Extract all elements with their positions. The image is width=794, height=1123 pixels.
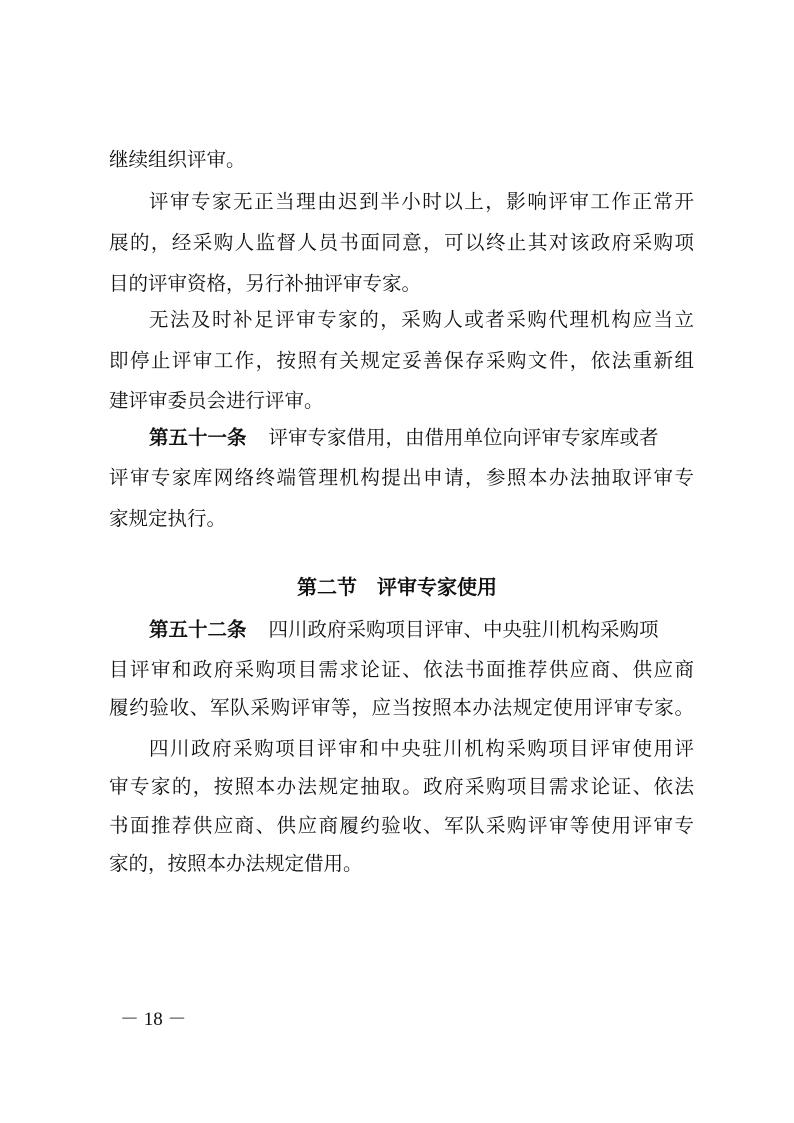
text-line: 继续组织评审。 — [109, 148, 246, 171]
text-line: 履约验收、军队采购评审等，应当按照本办法规定使用评审专家。 — [109, 696, 694, 719]
text-line: 评审专家库网络终端管理机构提出申请，参照本办法抽取评审专 — [109, 466, 694, 489]
article-number: 第五十一条 — [149, 426, 247, 449]
text-line: 四川政府采购项目评审和中央驻川机构采购项目评审使用评 — [149, 737, 694, 760]
text-line: 目评审和政府采购项目需求论证、依法书面推荐供应商、供应商 — [109, 658, 694, 681]
article-51-line — [149, 418, 694, 458]
text-line: 目的评审资格，另行补抽评审专家。 — [109, 272, 422, 295]
text-line: 审专家的，按照本办法规定抽取。政府采购项目需求论证、依法 — [109, 775, 694, 798]
text-line: 家的，按照本办法规定借用。 — [109, 852, 363, 875]
article-text: 评审专家借用，由借用单位向评审专家库或者 — [268, 426, 659, 449]
page-number: － 18 － — [120, 1009, 187, 1030]
article-text: 四川政府采购项目评审、中央驻川机构采购项 — [268, 618, 659, 641]
text-line: 建评审委员会进行评审。 — [109, 389, 324, 412]
text-line: 无法及时补足评审专家的，采购人或者采购代理机构应当立 — [149, 308, 694, 331]
text-line: 书面推荐供应商、供应商履约验收、军队采购评审等使用评审专 — [109, 814, 694, 837]
text-line: 即停止评审工作，按照有关规定妥善保存采购文件，依法重新组 — [109, 349, 694, 372]
article-number: 第五十二条 — [149, 618, 247, 641]
text-line: 评审专家无正当理由迟到半小时以上，影响评审工作正常开 — [149, 190, 694, 213]
article-52-line — [149, 610, 694, 650]
text-line: 展的，经采购人监督人员书面同意，可以终止其对该政府采购项 — [109, 231, 694, 254]
text-line: 家规定执行。 — [109, 507, 227, 530]
section-heading: 第二节 评审专家使用 — [297, 575, 497, 599]
